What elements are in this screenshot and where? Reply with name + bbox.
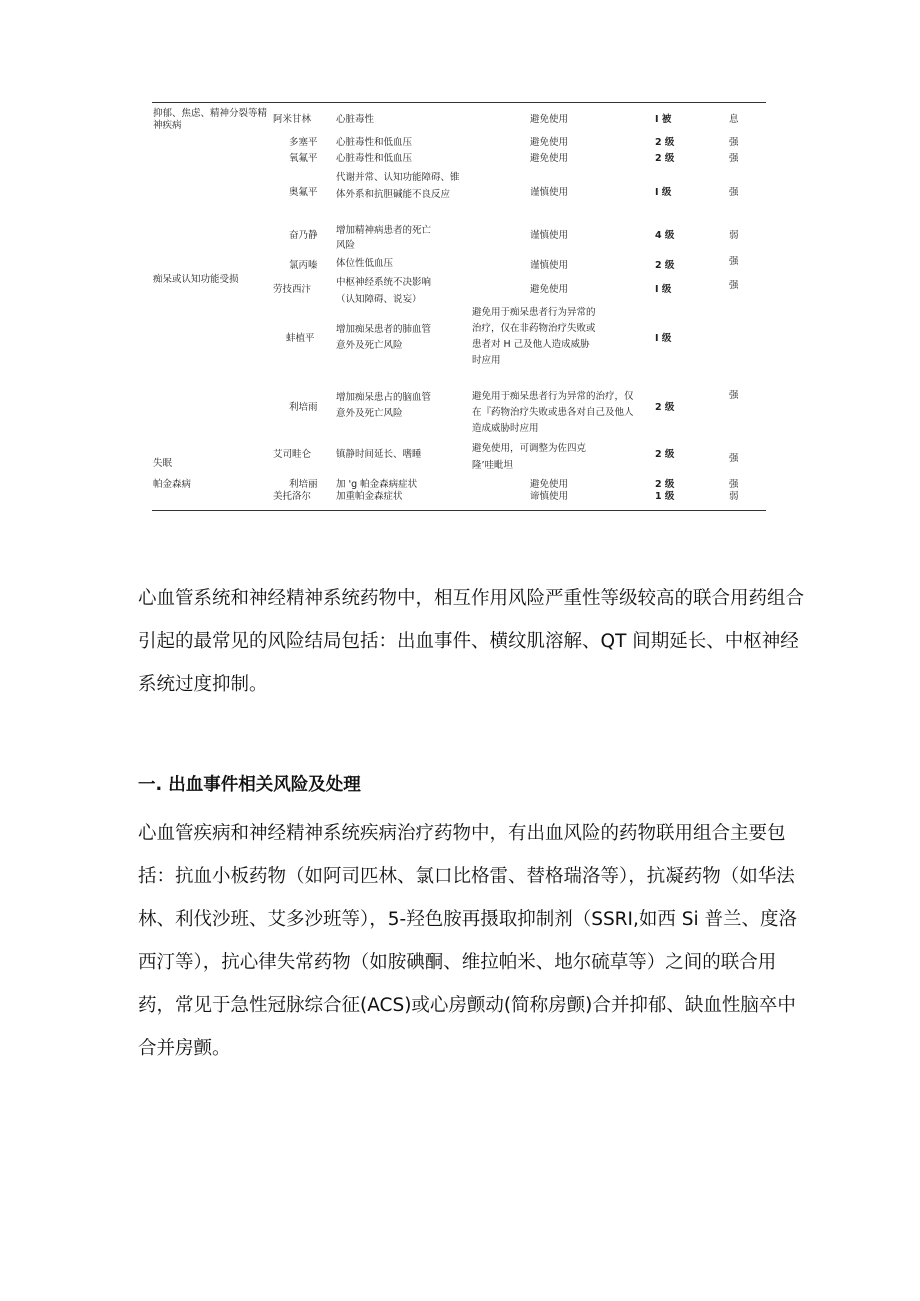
table-cell-advice: 避免使用，可调整为佐四克隆’哇毗坦	[472, 443, 587, 471]
table-cell-grade: 1 级	[655, 491, 675, 502]
table-cell-advice: 避免使用	[530, 137, 569, 148]
table-cell-risk: 加 'g 帕金森病症状	[336, 479, 418, 490]
table-cell-advice: 避免使用	[530, 284, 569, 295]
table-cell-risk: 加重帕金森症状	[336, 491, 403, 502]
table-cell-grade: 4 级	[655, 230, 675, 241]
table-cell-grade: 2 级	[655, 137, 675, 148]
table-cell-evidence: 弱	[729, 491, 739, 502]
table-cell-drug: 蚌植平	[286, 333, 315, 344]
table-cell-advice: 避免使用	[530, 153, 569, 164]
table-bottom-rule	[152, 510, 766, 511]
table-cell-grade: 2 级	[655, 449, 675, 460]
table-cell-evidence: 强	[729, 479, 739, 490]
table-cell-risk: 代谢并常、认知功能障碍、锥体外系和抗胆碱能不良反应	[336, 172, 460, 200]
table-cell-evidence: 弱	[729, 230, 739, 241]
table-cell-drug: 奋乃静	[289, 230, 318, 241]
table-cell-group: 抑郁、焦虑、精神分裂等精神疾病	[153, 108, 268, 131]
table-cell-drug: 利培丽	[289, 479, 318, 490]
table-cell-advice: 谨慎使用	[530, 230, 569, 241]
table-cell-grade: I 被	[655, 114, 672, 125]
table-cell-grade: 2 级	[655, 402, 675, 413]
table-cell-drug: 氧氟平	[289, 153, 318, 164]
table-cell-advice: 谨慎使用	[530, 187, 569, 198]
table-top-rule	[152, 102, 766, 103]
table-cell-evidence: 息	[729, 114, 739, 125]
table-cell-grade: I 级	[655, 187, 672, 198]
table-cell-evidence: 强	[729, 453, 739, 464]
table-cell-risk: 增加痴呆患者的肺血管意外及死亡风险	[336, 324, 432, 351]
table-cell-risk: 增加精神病患者的死亡风险	[336, 225, 432, 251]
table-cell-grade: I 级	[655, 333, 672, 344]
table-cell-risk: 体位性低血压	[336, 258, 394, 269]
table-cell-grade: 2 级	[655, 260, 675, 271]
table-cell-advice: 避免使用	[530, 479, 569, 490]
table-cell-grade: I 级	[655, 284, 672, 295]
table-cell-advice: 避免使用	[530, 114, 569, 125]
table-cell-grade: 2 级	[655, 479, 675, 490]
table-cell-risk: 镇静时间延长、嗜睡	[336, 449, 422, 460]
intro-paragraph: 心血管系统和神经精神系统药物中，相互作用风险严重性等级较高的联合用药组合引起的最常见的风险结局包括：出血事件、横纹肌溶解、QT 间期延长、中枢神经系统过度抑制。	[138, 588, 805, 695]
table-cell-drug: 劳技西汴	[273, 284, 312, 295]
section-heading: 一. 出血事件相关风险及处理	[138, 775, 361, 795]
table-cell-drug: 氯丙嗪	[289, 260, 318, 271]
table-cell-risk: 增加痴呆患占的脑血管意外及死亡风险	[336, 392, 432, 419]
table-cell-risk: 中枢神经系统不决影响（认知障碍、说妄）	[336, 277, 432, 305]
table-cell-evidence: 强	[729, 137, 739, 148]
table-cell-advice: 避免用于痴呆患者行为异常的治疗，仅在非药物治疗失败或患者对 H 己及他人造成威胁时应用	[472, 307, 596, 366]
table-cell-drug: 艾司畦仑	[273, 449, 312, 460]
table-cell-drug: 利培雨	[289, 402, 318, 413]
table-cell-advice: 避免用于痴呆患者行为异常的治疗，仅在『药物治疗失败或患各对自己及他人造成威胁时应用	[472, 391, 634, 434]
body-paragraph: 心血管疾病和神经精神系统疾病治疗药物中，有出血风险的药物联用组合主要包括：抗血小板药物（如阿司匹林、氯口比格雷、替格瑞洛等），抗凝药物（如华法林、利伐沙班、艾多沙班等），5-羟色胺再摄取抑制剂（SSRI,如西 Si 普兰、度洛西汀等），抗心律失常药物（如胺碘酮、维拉帕米、地尔硫草等）之间的联合用药，常见于急性冠脉综合征(ACS)或心房颤动(简称房颤)合并抑郁、缺血性脑卒中合并房颤。	[138, 823, 798, 1059]
table-cell-risk: 心脏毒性	[336, 114, 375, 125]
table-cell-evidence: 强	[729, 390, 739, 401]
table-cell-risk: 心脏毒性和低血压	[336, 153, 413, 164]
table-cell-advice: 谛慎使用	[530, 491, 569, 502]
table-cell-group: 帕金森病	[153, 479, 192, 490]
table-cell-evidence: 强	[729, 153, 739, 164]
table-cell-drug: 美托洛尔	[273, 491, 312, 502]
table-cell-evidence: 强	[729, 256, 739, 267]
table-cell-advice: 谨慎使用	[530, 260, 569, 271]
table-cell-risk: 心脏毒性和低血压	[336, 137, 413, 148]
table-cell-drug: 多塞平	[289, 137, 318, 148]
table-cell-drug: 阿米甘林	[273, 114, 312, 125]
table-cell-evidence: 强	[729, 187, 739, 198]
table-cell-evidence: 强	[729, 280, 739, 291]
table-cell-drug: 奥氟平	[289, 187, 318, 198]
table-cell-grade: 2 级	[655, 153, 675, 164]
table-cell-group: 痴呆或认知功能受损	[153, 274, 239, 285]
table-cell-group: 失眠	[153, 458, 173, 469]
